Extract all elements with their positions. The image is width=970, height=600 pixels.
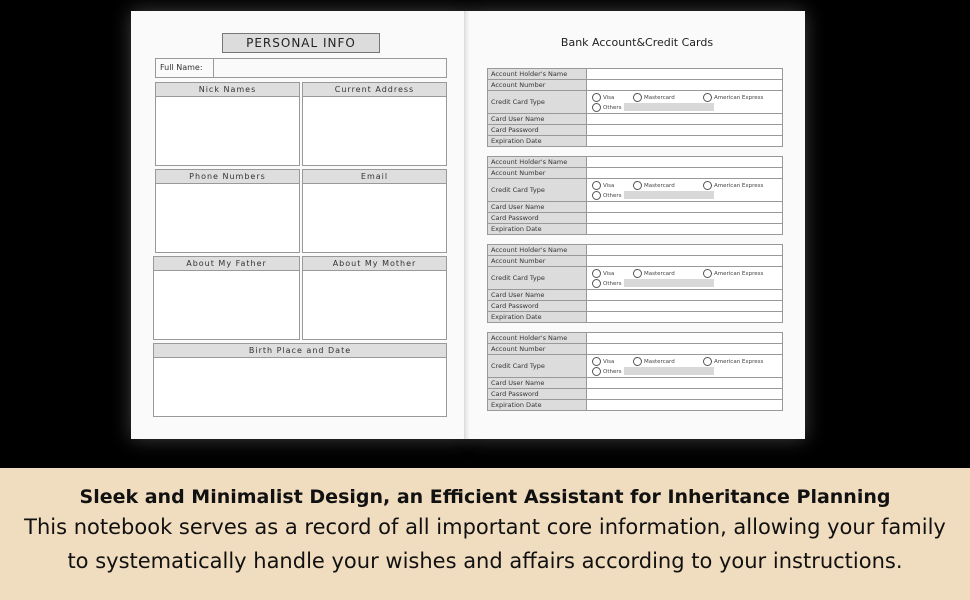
caption-line-1: This notebook serves as a record of all important core information, allowing your family (24, 515, 946, 539)
card-field-label: Account Number (488, 344, 587, 355)
radio-circle-icon[interactable] (592, 367, 601, 376)
card-type-option[interactable] (592, 357, 614, 366)
option-label: American Express (714, 271, 764, 277)
caption-banner (0, 468, 970, 600)
card-field-label: Card User Name (488, 378, 587, 389)
card-type-option[interactable] (703, 181, 763, 190)
option-label: Mastercard (644, 359, 675, 365)
card-field-value[interactable] (587, 355, 783, 378)
option-label: Mastercard (644, 183, 675, 189)
radio-circle-icon[interactable] (592, 103, 601, 112)
option-label: Others (603, 369, 622, 375)
radio-circle-icon[interactable] (633, 93, 642, 102)
phone-numbers-box (155, 169, 300, 253)
card-field-label: Card Password (488, 301, 587, 312)
card-field-label: Account Holder's Name (488, 69, 587, 80)
card-field-label: Account Number (488, 256, 587, 267)
option-label: Others (603, 281, 622, 287)
card-field-label: Account Holder's Name (488, 157, 587, 168)
card-field-label: Account Number (488, 80, 587, 91)
card-field-value[interactable] (587, 69, 783, 80)
card-field-value[interactable] (587, 91, 783, 114)
card-field-label: Account Holder's Name (488, 333, 587, 344)
box-header: Nick Names (156, 83, 299, 97)
card-field-value[interactable] (587, 290, 783, 301)
right-page (469, 11, 805, 439)
card-field-label: Expiration Date (488, 400, 587, 411)
card-field-label: Expiration Date (488, 224, 587, 235)
card-field-value[interactable] (587, 400, 783, 411)
card-field-value[interactable] (587, 80, 783, 91)
option-label: Mastercard (644, 95, 675, 101)
card-field-value[interactable] (587, 378, 783, 389)
radio-circle-icon[interactable] (633, 357, 642, 366)
card-field-label: Expiration Date (488, 136, 587, 147)
card-field-label: Card User Name (488, 202, 587, 213)
card-type-option[interactable] (633, 93, 675, 102)
option-label: Others (603, 193, 622, 199)
card-field-value[interactable] (587, 389, 783, 400)
card-block (487, 332, 783, 411)
card-field-label: Credit Card Type (488, 355, 587, 378)
card-field-value[interactable] (587, 157, 783, 168)
radio-circle-icon[interactable] (633, 181, 642, 190)
radio-circle-icon[interactable] (592, 357, 601, 366)
card-field-label: Card Password (488, 213, 587, 224)
radio-circle-icon[interactable] (633, 269, 642, 278)
caption-line-2: to systematically handle your wishes and affairs according to your instructions. (67, 549, 903, 573)
radio-circle-icon[interactable] (703, 269, 712, 278)
option-label: Others (603, 105, 622, 111)
card-field-value[interactable] (587, 333, 783, 344)
birth-place-box (153, 343, 447, 417)
others-input[interactable] (624, 279, 714, 287)
card-type-option[interactable] (703, 269, 763, 278)
card-type-option[interactable] (633, 357, 675, 366)
personal-info-title: PERSONAL INFO (222, 33, 380, 53)
option-label: Visa (603, 183, 615, 189)
card-field-value[interactable] (587, 256, 783, 267)
radio-circle-icon[interactable] (592, 93, 601, 102)
radio-circle-icon[interactable] (592, 269, 601, 278)
card-field-label: Credit Card Type (488, 267, 587, 290)
card-field-value[interactable] (587, 312, 783, 323)
card-field-value[interactable] (587, 125, 783, 136)
option-label: American Express (714, 359, 764, 365)
card-type-option[interactable] (633, 269, 675, 278)
card-field-label: Card User Name (488, 114, 587, 125)
option-label: American Express (714, 183, 764, 189)
bank-title: Bank Account&Credit Cards (560, 36, 714, 49)
box-header: Phone Numbers (156, 170, 299, 184)
card-field-value[interactable] (587, 213, 783, 224)
others-input[interactable] (624, 191, 714, 199)
caption-headline: Sleek and Minimalist Design, an Efficient Assistant for Inheritance Planning (79, 486, 891, 508)
box-header: Current Address (303, 83, 446, 97)
card-type-option[interactable] (633, 181, 675, 190)
option-label: Visa (603, 271, 615, 277)
card-field-value[interactable] (587, 267, 783, 290)
card-field-value[interactable] (587, 114, 783, 125)
full-name-field (155, 58, 447, 78)
about-mother-box (302, 256, 447, 340)
left-page (131, 11, 467, 439)
about-father-box (153, 256, 300, 340)
email-box (302, 169, 447, 253)
option-label: Mastercard (644, 271, 675, 277)
card-type-option[interactable] (592, 279, 621, 288)
card-type-option[interactable] (592, 93, 614, 102)
option-label: American Express (714, 95, 764, 101)
nick-names-box (155, 82, 300, 166)
card-block (487, 156, 783, 235)
card-field-label: Expiration Date (488, 312, 587, 323)
card-type-option[interactable] (592, 103, 621, 112)
radio-circle-icon[interactable] (592, 181, 601, 190)
card-field-label: Card Password (488, 389, 587, 400)
card-field-value[interactable] (587, 301, 783, 312)
card-field-label: Credit Card Type (488, 91, 587, 114)
card-type-option[interactable] (703, 357, 763, 366)
card-type-option[interactable] (592, 367, 621, 376)
card-field-value[interactable] (587, 136, 783, 147)
card-type-option[interactable] (592, 191, 621, 200)
option-label: Visa (603, 359, 615, 365)
current-address-box (302, 82, 447, 166)
box-header: Email (303, 170, 446, 184)
radio-circle-icon[interactable] (592, 191, 601, 200)
card-field-value[interactable] (587, 245, 783, 256)
option-label: Visa (603, 95, 615, 101)
radio-circle-icon[interactable] (703, 357, 712, 366)
card-field-value[interactable] (587, 202, 783, 213)
card-field-label: Card User Name (488, 290, 587, 301)
card-field-label: Account Holder's Name (488, 245, 587, 256)
card-field-value[interactable] (587, 344, 783, 355)
card-field-value[interactable] (587, 168, 783, 179)
box-header: About My Mother (303, 257, 446, 271)
card-type-option[interactable] (592, 269, 614, 278)
radio-circle-icon[interactable] (592, 279, 601, 288)
card-block (487, 244, 783, 323)
card-type-option[interactable] (703, 93, 763, 102)
card-field-value[interactable] (587, 179, 783, 202)
full-name-label: Full Name: (156, 59, 214, 77)
others-input[interactable] (624, 367, 714, 375)
card-field-label: Account Number (488, 168, 587, 179)
card-field-value[interactable] (587, 224, 783, 235)
card-field-label: Credit Card Type (488, 179, 587, 202)
radio-circle-icon[interactable] (703, 181, 712, 190)
box-header: About My Father (154, 257, 299, 271)
box-header: Birth Place and Date (154, 344, 446, 358)
card-block (487, 68, 783, 147)
card-type-option[interactable] (592, 181, 614, 190)
others-input[interactable] (624, 103, 714, 111)
radio-circle-icon[interactable] (703, 93, 712, 102)
card-field-label: Card Password (488, 125, 587, 136)
